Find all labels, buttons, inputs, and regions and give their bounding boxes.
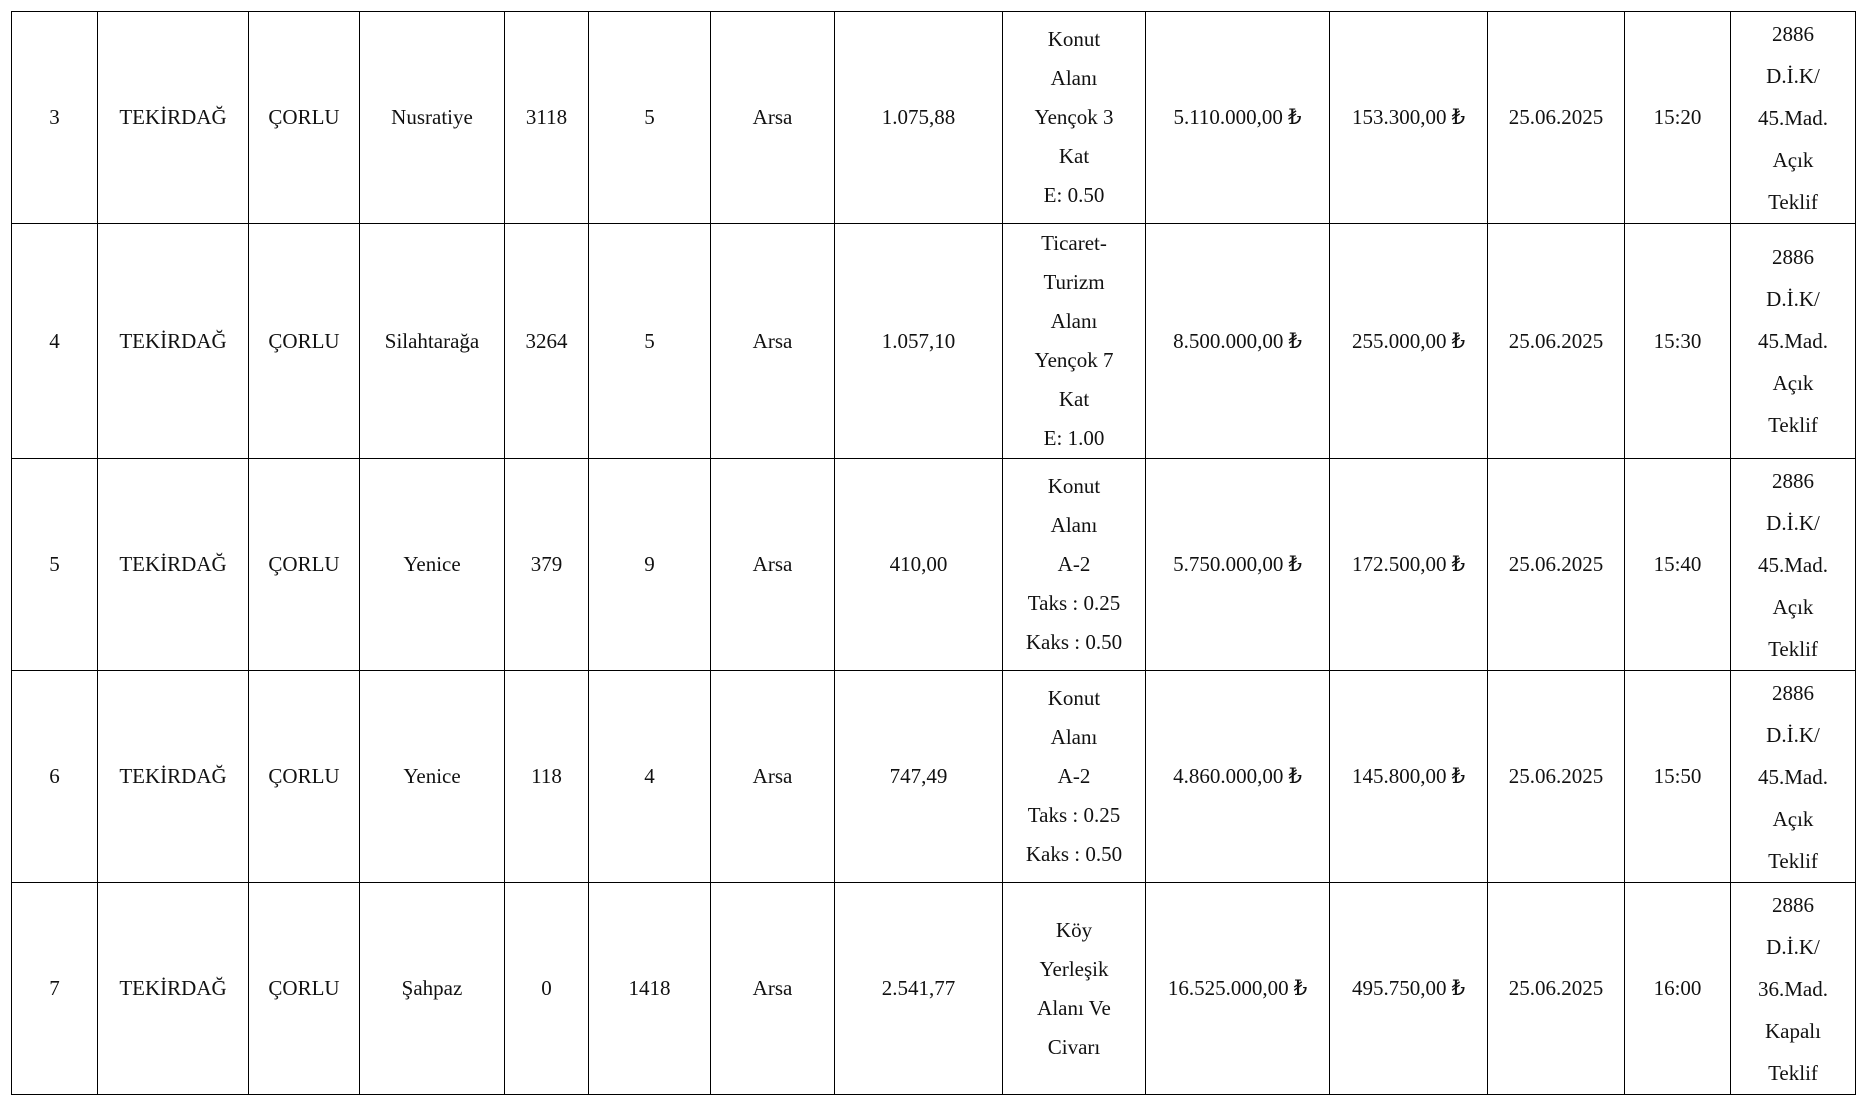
zoning-status-cell-line: Alanı [1050, 66, 1098, 90]
auction-method-cell-line: Kapalı [1765, 1018, 1821, 1043]
table-row [12, 459, 1856, 671]
auction-method-cell-line: Teklif [1768, 636, 1818, 661]
zoning-status-cell-line: Konut [1047, 686, 1101, 710]
auction-time-cell: 15:30 [1625, 224, 1731, 459]
parcel-number-cell: 5 [589, 224, 711, 459]
property-type-cell: Arsa [711, 224, 835, 459]
parcel-number-cell: 1418 [589, 883, 711, 1095]
estimated-price-cell: 4.860.000,00 ₺ [1146, 671, 1330, 883]
area-cell: 1.057,10 [835, 224, 1003, 459]
province-cell: TEKİRDAĞ [98, 883, 249, 1095]
zoning-status-cell-line: E: 0.50 [1043, 183, 1105, 207]
auction-date-cell: 25.06.2025 [1488, 883, 1625, 1095]
province-cell: TEKİRDAĞ [98, 459, 249, 671]
auction-method-cell-line: 2886 [1772, 680, 1814, 705]
auction-date-cell: 25.06.2025 [1488, 671, 1625, 883]
zoning-status-cell-line: Alanı [1050, 513, 1098, 537]
district-cell: ÇORLU [249, 671, 360, 883]
deposit-cell: 172.500,00 ₺ [1330, 459, 1488, 671]
table-row [12, 12, 1856, 224]
province-cell: TEKİRDAĞ [98, 12, 249, 224]
parcel-number-cell: 5 [589, 12, 711, 224]
zoning-status-cell-line: Konut [1047, 474, 1101, 498]
auction-method-cell-line: 2886 [1772, 21, 1814, 46]
zoning-status-cell-line: A-2 [1057, 552, 1091, 576]
zoning-status-cell-line: Köy [1055, 917, 1093, 942]
auction-date-cell: 25.06.2025 [1488, 12, 1625, 224]
auction-method-cell [1731, 883, 1856, 1095]
province-cell: TEKİRDAĞ [98, 671, 249, 883]
area-cell: 1.075,88 [835, 12, 1003, 224]
province-cell: TEKİRDAĞ [98, 224, 249, 459]
auction-method-cell-line: Açık [1772, 594, 1814, 619]
district-cell: ÇORLU [249, 12, 360, 224]
district-cell: ÇORLU [249, 883, 360, 1095]
property-type-cell: Arsa [711, 883, 835, 1095]
zoning-status-cell-line: Alanı Ve [1037, 995, 1111, 1020]
auction-method-cell-line: D.İ.K/ [1766, 934, 1820, 959]
zoning-status-cell-line: Kat [1058, 144, 1090, 168]
block-number-cell: 118 [505, 671, 589, 883]
auction-method-cell-line: Teklif [1768, 1060, 1818, 1085]
property-type-cell: Arsa [711, 12, 835, 224]
auction-method-cell-line: Açık [1772, 147, 1814, 172]
zoning-status-cell-line: Kat [1058, 387, 1090, 411]
district-cell: ÇORLU [249, 459, 360, 671]
property-type-cell: Arsa [711, 671, 835, 883]
parcel-number-cell: 9 [589, 459, 711, 671]
auction-time-cell: 15:20 [1625, 12, 1731, 224]
deposit-cell: 153.300,00 ₺ [1330, 12, 1488, 224]
area-cell: 747,49 [835, 671, 1003, 883]
neighborhood-cell: Nusratiye [360, 12, 505, 224]
zoning-status-cell-line: Yerleşik [1039, 956, 1109, 981]
zoning-status-cell [1003, 224, 1146, 459]
zoning-status-cell-line: Konut [1047, 27, 1101, 51]
auction-method-cell-line: Açık [1772, 371, 1814, 395]
auction-table [11, 11, 1856, 1095]
auction-method-cell-line: 2886 [1772, 468, 1814, 493]
estimated-price-cell: 5.110.000,00 ₺ [1146, 12, 1330, 224]
parcel-number-cell: 4 [589, 671, 711, 883]
zoning-status-cell [1003, 12, 1146, 224]
zoning-status-cell-line: Civarı [1047, 1034, 1101, 1059]
table-body [12, 12, 1856, 1095]
auction-time-cell: 15:40 [1625, 459, 1731, 671]
row-number-cell: 6 [12, 671, 98, 883]
auction-method-cell-line: 45.Mad. [1758, 105, 1828, 130]
auction-method-cell-line: D.İ.K/ [1766, 287, 1820, 311]
auction-method-cell-line: 45.Mad. [1758, 552, 1828, 577]
row-number-cell: 4 [12, 224, 98, 459]
auction-method-cell-line: Açık [1772, 806, 1814, 831]
auction-time-cell: 16:00 [1625, 883, 1731, 1095]
zoning-status-cell-line: Kaks : 0.50 [1025, 842, 1123, 866]
auction-method-cell-line: Teklif [1768, 413, 1818, 437]
auction-method-cell-line: 36.Mad. [1758, 976, 1828, 1001]
neighborhood-cell: Yenice [360, 671, 505, 883]
deposit-cell: 145.800,00 ₺ [1330, 671, 1488, 883]
zoning-status-cell-line: Alanı [1050, 309, 1098, 333]
zoning-status-cell-line: Ticaret- [1041, 231, 1107, 255]
auction-method-cell-line: 2886 [1772, 245, 1814, 269]
estimated-price-cell: 8.500.000,00 ₺ [1146, 224, 1330, 459]
block-number-cell: 3264 [505, 224, 589, 459]
neighborhood-cell: Silahtarağa [360, 224, 505, 459]
auction-method-cell [1731, 12, 1856, 224]
zoning-status-cell-line: Turizm [1043, 270, 1105, 294]
auction-date-cell: 25.06.2025 [1488, 459, 1625, 671]
auction-method-cell [1731, 671, 1856, 883]
area-cell: 410,00 [835, 459, 1003, 671]
auction-method-cell-line: Teklif [1768, 848, 1818, 873]
auction-date-cell: 25.06.2025 [1488, 224, 1625, 459]
block-number-cell: 0 [505, 883, 589, 1095]
row-number-cell: 3 [12, 12, 98, 224]
zoning-status-cell [1003, 883, 1146, 1095]
auction-method-cell-line: 45.Mad. [1758, 329, 1828, 353]
block-number-cell: 379 [505, 459, 589, 671]
zoning-status-cell-line: E: 1.00 [1043, 426, 1105, 450]
auction-method-cell-line: 45.Mad. [1758, 764, 1828, 789]
row-number-cell: 5 [12, 459, 98, 671]
table-row [12, 671, 1856, 883]
zoning-status-cell-line: Taks : 0.25 [1027, 803, 1121, 827]
estimated-price-cell: 16.525.000,00 ₺ [1146, 883, 1330, 1095]
zoning-status-cell-line: Alanı [1050, 725, 1098, 749]
auction-method-cell-line: D.İ.K/ [1766, 510, 1820, 535]
neighborhood-cell: Şahpaz [360, 883, 505, 1095]
document-page [11, 11, 1855, 1095]
table-row [12, 224, 1856, 459]
auction-method-cell-line: 2886 [1772, 892, 1814, 917]
table-row [12, 883, 1856, 1095]
zoning-status-cell-line: Kaks : 0.50 [1025, 630, 1123, 654]
auction-method-cell [1731, 459, 1856, 671]
auction-method-cell-line: Teklif [1768, 189, 1818, 214]
property-type-cell: Arsa [711, 459, 835, 671]
zoning-status-cell-line: Yençok 3 [1034, 105, 1114, 129]
block-number-cell: 3118 [505, 12, 589, 224]
district-cell: ÇORLU [249, 224, 360, 459]
estimated-price-cell: 5.750.000,00 ₺ [1146, 459, 1330, 671]
zoning-status-cell [1003, 459, 1146, 671]
area-cell: 2.541,77 [835, 883, 1003, 1095]
zoning-status-cell-line: Yençok 7 [1034, 348, 1114, 372]
auction-method-cell-line: D.İ.K/ [1766, 722, 1820, 747]
zoning-status-cell-line: Taks : 0.25 [1027, 591, 1121, 615]
auction-time-cell: 15:50 [1625, 671, 1731, 883]
deposit-cell: 495.750,00 ₺ [1330, 883, 1488, 1095]
row-number-cell: 7 [12, 883, 98, 1095]
deposit-cell: 255.000,00 ₺ [1330, 224, 1488, 459]
zoning-status-cell [1003, 671, 1146, 883]
zoning-status-cell-line: A-2 [1057, 764, 1091, 788]
neighborhood-cell: Yenice [360, 459, 505, 671]
auction-method-cell [1731, 224, 1856, 459]
auction-method-cell-line: D.İ.K/ [1766, 63, 1820, 88]
